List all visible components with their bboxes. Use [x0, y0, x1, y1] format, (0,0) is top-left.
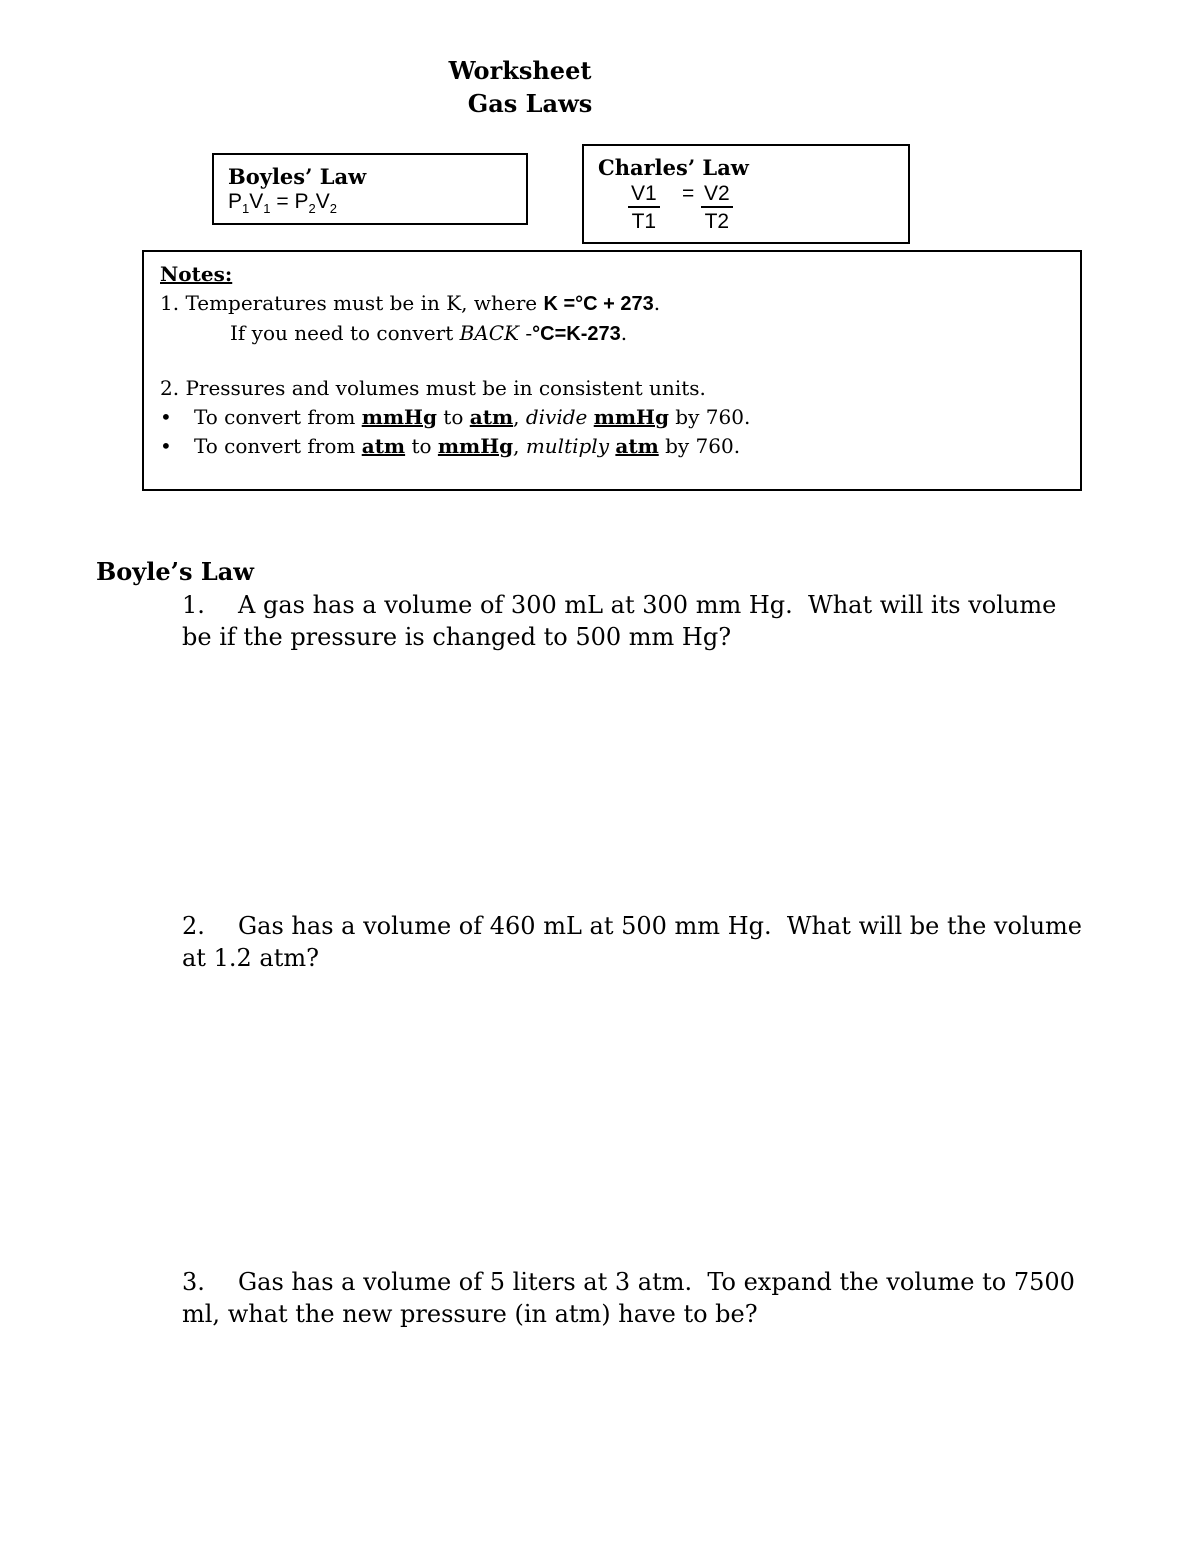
note-bullet-atm-to-mmhg: • To convert from atm to mmHg, multiply atm by 760. [160, 434, 741, 458]
charles-equals: = [682, 182, 695, 205]
question-3: 3. Gas has a volume of 5 liters at 3 atm. To expand the volume to 7500 ml, what the new pressure (in atm) have to be? [182, 1268, 1083, 1328]
note-convert-back: If you need to convert BACK -°C=K-273. [230, 321, 628, 345]
charles-law-formula [598, 181, 894, 237]
boyles-law-title: Boyles’ Law [228, 164, 367, 189]
page-title: Worksheet [448, 56, 592, 85]
charles-law-title: Charles’ Law [598, 155, 749, 180]
note-bullet-mmhg-to-atm: • To convert from mmHg to atm, divide mmHg by 760. [160, 405, 751, 429]
charles-law-box [582, 144, 910, 244]
boyles-law-box [212, 153, 528, 225]
notes-label: Notes: [160, 262, 233, 286]
section-heading: Boyle’s Law [96, 557, 254, 586]
charles-right-fraction: $\frac{V2}{T2}$ [701, 181, 733, 235]
note-temperature: 1. Temperatures must be in K, where K =°C + 273. [160, 291, 661, 315]
boyles-law-formula: $P_1V_1 = P_2V_2$ [228, 190, 337, 217]
question-2: 2. Gas has a volume of 460 mL at 500 mm Hg. What will be the volume at 1.2 atm? [182, 912, 1090, 972]
charles-left-fraction: $\frac{V1}{T1}$ [628, 181, 660, 235]
note-pressure-units: 2. Pressures and volumes must be in consistent units. [160, 376, 706, 400]
page-subtitle: Gas Laws [467, 89, 593, 118]
question-1: 1. A gas has a volume of 300 mL at 300 mm Hg. What will its volume be if the pressure is changed to 500 mm Hg? [182, 591, 1064, 651]
notes-box [142, 250, 1082, 491]
